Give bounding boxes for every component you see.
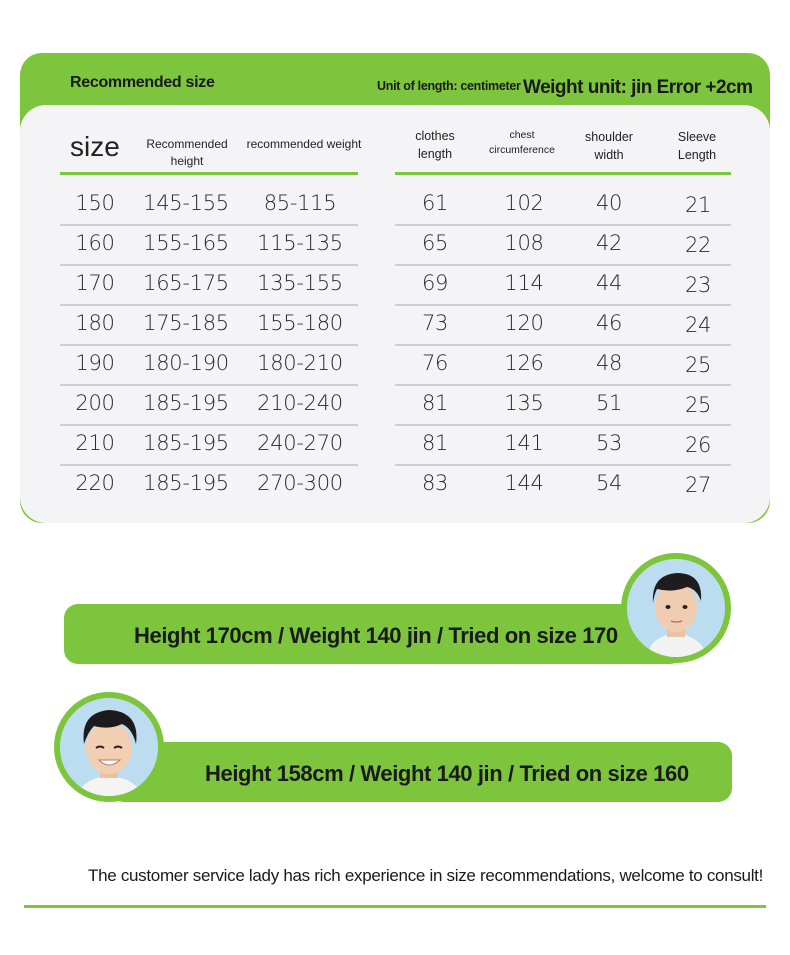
- table-cell: 85-115: [263, 191, 337, 215]
- table-cell: 210: [75, 431, 115, 455]
- model-1-text: Height 170cm / Weight 140 jin / Tried on size 170: [134, 623, 618, 648]
- table-cell: 185-195: [143, 391, 229, 415]
- row-divider: [60, 304, 358, 306]
- boy-portrait-icon: [627, 559, 725, 657]
- table-cell: 270-300: [257, 471, 343, 495]
- weight-unit-note: Weight unit: jin Error +2cm: [523, 77, 753, 98]
- table-cell: 69: [421, 271, 449, 295]
- table-cell: 150: [75, 191, 115, 215]
- row-divider: [395, 384, 731, 386]
- table-cell: 145-155: [143, 191, 229, 215]
- table-cell: 65: [421, 231, 449, 255]
- table-cell: 180: [75, 311, 115, 335]
- table-cell: 42: [595, 231, 623, 255]
- row-divider: [395, 264, 731, 266]
- table-cell: 180-210: [257, 351, 343, 375]
- table-cell: 200: [75, 391, 115, 415]
- table-cell: 25: [684, 353, 712, 377]
- table-cell: 155-180: [257, 311, 343, 335]
- table-cell: 240-270: [257, 431, 343, 455]
- table-cell: 115-135: [257, 231, 343, 255]
- boy-smiling-portrait-icon: [60, 698, 158, 796]
- table-cell: 46: [595, 311, 623, 335]
- row-divider: [60, 264, 358, 266]
- table-cell: 44: [595, 271, 623, 295]
- table-cell: 81: [421, 391, 449, 415]
- table-cell: 26: [684, 433, 712, 457]
- footer-divider: [24, 905, 766, 908]
- table-cell: 81: [421, 431, 449, 455]
- table-cell: 23: [684, 273, 712, 297]
- table-cell: 135: [504, 391, 544, 415]
- row-divider: [395, 224, 731, 226]
- row-divider: [395, 424, 731, 426]
- table-cell: 141: [504, 431, 544, 455]
- table-cell: 220: [75, 471, 115, 495]
- table-cell: 190: [75, 351, 115, 375]
- table-cell: 165-175: [143, 271, 229, 295]
- model-1-avatar: [621, 553, 731, 663]
- col-header-sleeve: Sleeve Length: [677, 130, 717, 163]
- table-cell: 54: [595, 471, 623, 495]
- table-cell: 21: [684, 193, 712, 217]
- table-cell: 102: [504, 191, 544, 215]
- table-cell: 24: [684, 313, 712, 337]
- row-divider: [60, 384, 358, 386]
- table-cell: 22: [684, 233, 712, 257]
- table-cell: 185-195: [143, 431, 229, 455]
- col-header-height: Recommended height: [146, 137, 228, 169]
- table-cell: 53: [595, 431, 623, 455]
- table-cell: 27: [684, 473, 712, 497]
- row-divider: [60, 464, 358, 466]
- table-cell: 175-185: [143, 311, 229, 335]
- row-divider: [60, 344, 358, 346]
- row-divider: [60, 424, 358, 426]
- table-cell: 185-195: [143, 471, 229, 495]
- table-cell: 135-155: [257, 271, 343, 295]
- table-cell: 210-240: [257, 391, 343, 415]
- table-cell: 120: [504, 311, 544, 335]
- col-header-clothes-length: clothes length: [415, 129, 455, 162]
- length-unit-note: Unit of length: centimeter: [377, 79, 521, 93]
- model-2-avatar: [54, 692, 164, 802]
- header-divider-right: [395, 172, 731, 175]
- model-2-text: Height 158cm / Weight 140 jin / Tried on size 160: [205, 761, 689, 786]
- row-divider: [395, 464, 731, 466]
- table-cell: 25: [684, 393, 712, 417]
- footer-note: The customer service lady has rich experience in size recommendations, welcome to consult!: [88, 866, 764, 885]
- table-cell: 48: [595, 351, 623, 375]
- table-cell: 61: [421, 191, 449, 215]
- table-cell: 126: [504, 351, 544, 375]
- table-cell: 160: [75, 231, 115, 255]
- col-header-weight: recommended weight: [246, 137, 362, 151]
- table-cell: 180-190: [143, 351, 229, 375]
- row-divider: [395, 344, 731, 346]
- table-cell: 73: [421, 311, 449, 335]
- row-divider: [395, 304, 731, 306]
- table-cell: 51: [595, 391, 623, 415]
- col-header-size: size: [70, 131, 120, 162]
- row-divider: [60, 224, 358, 226]
- table-cell: 108: [504, 231, 544, 255]
- card-title: Recommended size: [70, 74, 215, 91]
- col-header-chest: chest circumference: [489, 129, 555, 157]
- table-cell: 114: [504, 271, 544, 295]
- table-cell: 40: [595, 191, 623, 215]
- table-cell: 76: [421, 351, 449, 375]
- table-cell: 155-165: [143, 231, 229, 255]
- table-cell: 170: [75, 271, 115, 295]
- col-header-shoulder: shoulder width: [585, 130, 633, 163]
- table-cell: 83: [421, 471, 449, 495]
- table-cell: 144: [504, 471, 544, 495]
- header-divider-left: [60, 172, 358, 175]
